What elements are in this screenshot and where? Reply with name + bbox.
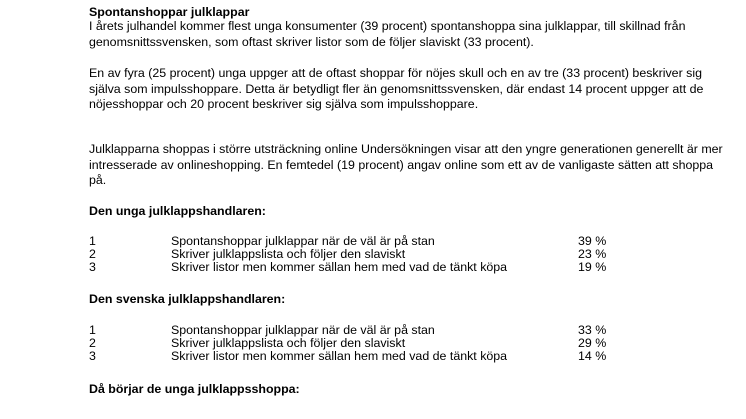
row-percent: 33 % bbox=[578, 323, 607, 337]
row-percent: 14 % bbox=[578, 349, 607, 363]
row-rank: 2 bbox=[89, 336, 96, 350]
swedish-shopper-heading: Den svenska julklappshandlaren: bbox=[89, 292, 286, 306]
table-row bbox=[89, 350, 729, 363]
row-rank: 2 bbox=[89, 247, 96, 261]
online-paragraph: Julklapparna shoppas i större utsträckning online Undersökningen visar att den yngre generationen generellt är mer intresserade av onlineshopping. En femtedel (19 procent) angav online som ett av de vanligaste sätten att shoppa på. bbox=[89, 142, 723, 187]
row-rank: 1 bbox=[89, 323, 96, 337]
impulse-paragraph: En av fyra (25 procent) unga uppger att de oftast shoppar för nöjes skull och en av tre (33 procent) beskriver sig själva som impulsshoppare. Detta är betydligt fler än genomsnittssvensken, där endast 14 procent uppger att de nöjesshoppar och 20 procent beskriver sig själva som impulsshoppare. bbox=[89, 66, 704, 111]
row-description: Skriver julklappslista och följer den slaviskt bbox=[171, 247, 406, 261]
table-row bbox=[89, 261, 729, 274]
shopping-start-heading: Då börjar de unga julklappsshoppa: bbox=[89, 382, 300, 396]
row-rank: 1 bbox=[89, 234, 96, 248]
document-title: Spontanshoppar julklappar bbox=[89, 5, 250, 19]
row-description: Spontanshoppar julklappar när de väl är på stan bbox=[171, 234, 435, 248]
row-percent: 23 % bbox=[578, 247, 607, 261]
intro-paragraph: I årets julhandel kommer flest unga konsumenter (39 procent) spontanshoppa sina julklappar, till skillnad från genomsnittssvensken, som oftast skriver listor som de följer slaviskt (33 procent). bbox=[89, 19, 686, 49]
row-description: Spontanshoppar julklappar när de väl är på stan bbox=[171, 323, 435, 337]
row-rank: 3 bbox=[89, 260, 96, 274]
row-percent: 19 % bbox=[578, 260, 607, 274]
row-rank: 3 bbox=[89, 349, 96, 363]
row-percent: 39 % bbox=[578, 234, 607, 248]
young-shopper-heading: Den unga julklappshandlaren: bbox=[89, 204, 266, 218]
row-description: Skriver julklappslista och följer den slaviskt bbox=[171, 336, 406, 350]
row-percent: 29 % bbox=[578, 336, 607, 350]
row-description: Skriver listor men kommer sällan hem med vad de tänkt köpa bbox=[171, 260, 508, 274]
row-description: Skriver listor men kommer sällan hem med vad de tänkt köpa bbox=[171, 349, 508, 363]
